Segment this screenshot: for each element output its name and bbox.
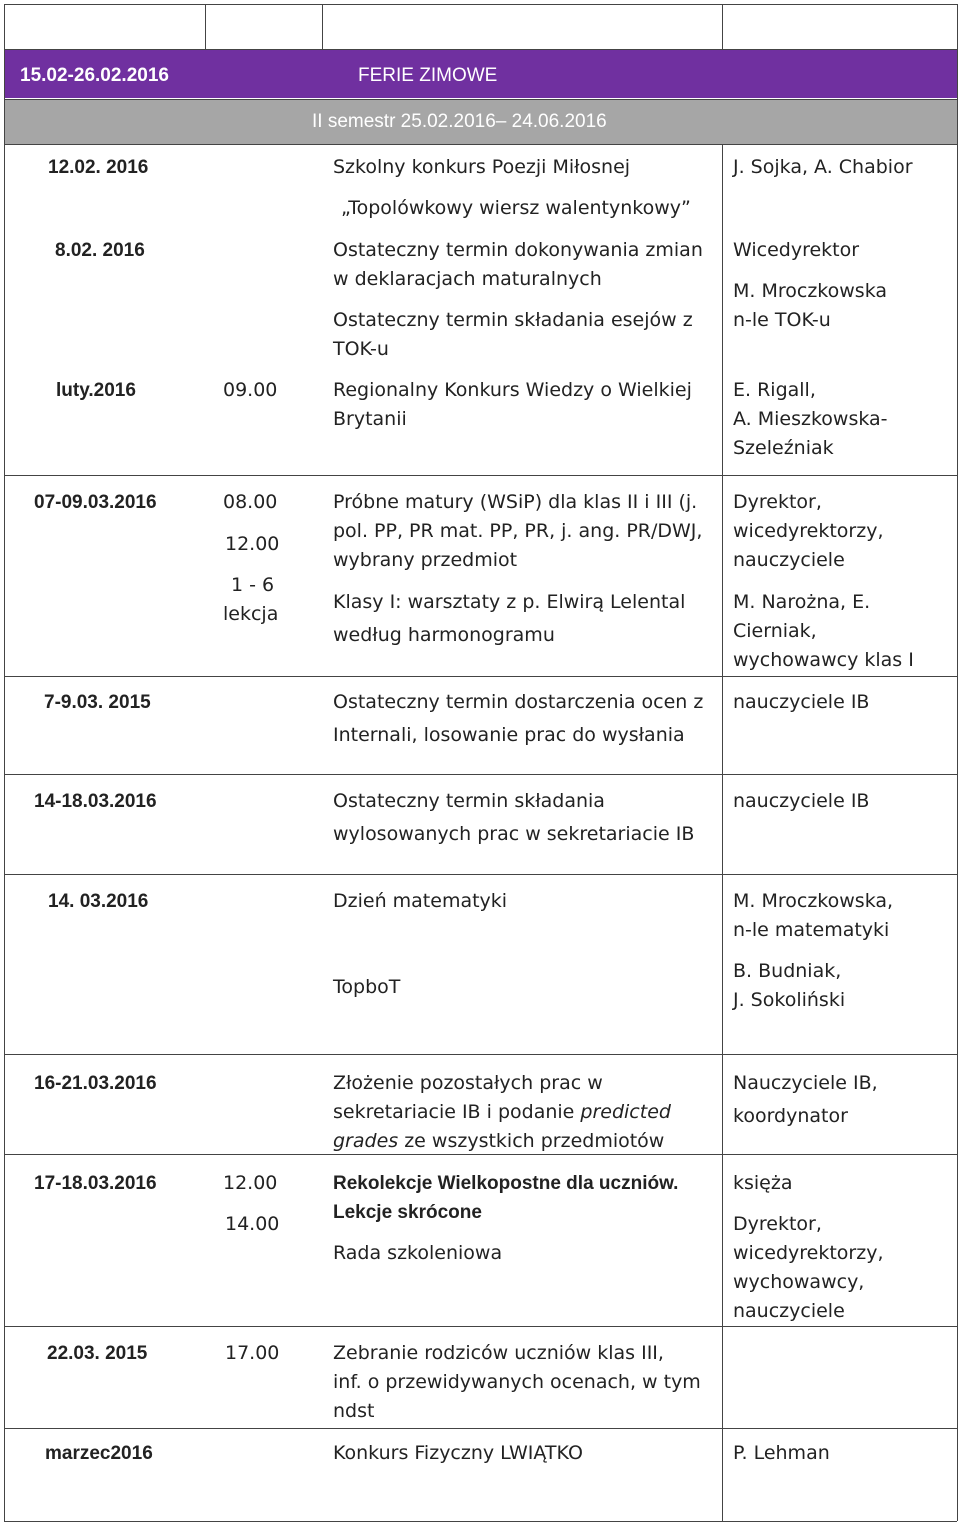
row-date: luty.2016	[56, 380, 136, 401]
row-person: n-le matematyki	[733, 919, 890, 941]
row-person: A. Mieszkowska-	[733, 408, 888, 430]
row-event: Klasy I: warsztaty z p. Elwirą Lelental	[333, 591, 686, 613]
row-person: wychowawcy klas I	[733, 649, 914, 671]
row-event: według harmonogramu	[333, 624, 555, 646]
row-event: ndst	[333, 1400, 375, 1422]
row-person: Szeleźniak	[733, 437, 834, 459]
row-date: 07-09.03.2016	[34, 492, 157, 513]
row-event: Rada szkoleniowa	[333, 1242, 503, 1264]
row-event: „Topolówkowy wiersz walentynkowy”	[341, 197, 691, 219]
row-event: Szkolny konkurs Poezji Miłosnej	[333, 156, 631, 178]
row-time: 17.00	[225, 1342, 280, 1364]
row-person: nauczyciele	[733, 549, 845, 571]
grid-line	[322, 4, 323, 49]
row-date: 14-18.03.2016	[34, 791, 157, 812]
grid-line	[4, 874, 957, 875]
row-event: Rekolekcje Wielkopostne dla uczniów.	[333, 1173, 679, 1194]
row-time: 08.00	[223, 491, 278, 513]
row-event: w deklaracjach maturalnych	[333, 268, 602, 290]
grid-line	[4, 4, 957, 5]
row-time: 12.00	[223, 1172, 278, 1194]
row-event: Regionalny Konkurs Wiedzy o Wielkiej	[333, 379, 692, 401]
row-person: Cierniak,	[733, 620, 817, 642]
grid-line	[4, 676, 957, 677]
grid-line	[4, 4, 5, 1521]
row-person: wicedyrektorzy,	[733, 520, 884, 542]
row-event: pol. PP, PR mat. PP, PR, j. ang. PR/DWJ,	[333, 520, 703, 542]
row-time: 14.00	[225, 1213, 280, 1235]
row-person: B. Budniak,	[733, 960, 842, 982]
row-time: 1 - 6	[231, 574, 275, 596]
row-person: wicedyrektorzy,	[733, 1242, 884, 1264]
row-person: P. Lehman	[733, 1442, 830, 1464]
grid-line	[4, 774, 957, 775]
row-person: Nauczyciele IB,	[733, 1072, 878, 1094]
row-event-text: predicted	[580, 1101, 671, 1123]
grid-line	[4, 475, 957, 476]
row-event: Brytanii	[333, 408, 407, 430]
row-event: Ostateczny termin dokonywania zmian	[333, 239, 703, 261]
semester-title: II semestr 25.02.2016– 24.06.2016	[312, 111, 607, 132]
grid-line	[4, 1054, 957, 1055]
row-time: lekcja	[223, 603, 279, 625]
grid-line	[4, 1326, 957, 1327]
grid-line	[957, 4, 958, 1521]
row-event: Zebranie rodziców uczniów klas III,	[333, 1342, 664, 1364]
row-person: J. Sokoliński	[733, 989, 846, 1011]
row-event	[333, 1127, 664, 1156]
row-event: Ostateczny termin składania esejów z	[333, 309, 693, 331]
ferie-title: FERIE ZIMOWE	[358, 65, 498, 86]
row-person: Wicedyrektor	[733, 239, 860, 261]
row-person: M. Mroczkowska,	[733, 890, 894, 912]
grid-line	[4, 1428, 957, 1429]
row-event: TOK-u	[333, 338, 389, 360]
row-time: 12.00	[225, 533, 280, 555]
row-date: 8.02. 2016	[55, 240, 145, 261]
grid-line	[4, 49, 957, 50]
row-event: Dzień matematyki	[333, 890, 508, 912]
row-person: J. Sojka, A. Chabior	[733, 156, 913, 178]
row-event: wylosowanych prac w sekretariacie IB	[333, 823, 695, 845]
row-event: Próbne matury (WSiP) dla klas II i III (j.	[333, 491, 698, 513]
grid-line	[722, 144, 723, 1521]
row-event: TopboT	[333, 976, 401, 998]
row-person: nauczyciele	[733, 1300, 845, 1322]
row-event-text: sekretariacie IB i podanie	[333, 1101, 581, 1123]
row-event: wybrany przedmiot	[333, 549, 518, 571]
row-person: M. Mroczkowska	[733, 280, 888, 302]
row-event	[333, 1098, 671, 1127]
row-date: 7-9.03. 2015	[44, 692, 151, 713]
grid-line	[4, 144, 957, 145]
row-event: Lekcje skrócone	[333, 1202, 482, 1223]
row-event: Złożenie pozostałych prac w	[333, 1072, 603, 1094]
row-person: nauczyciele IB	[733, 790, 870, 812]
row-event: Konkurs Fizyczny LWIĄTKO	[333, 1442, 583, 1464]
row-person: księża	[733, 1172, 793, 1194]
row-event-text: grades	[333, 1130, 399, 1152]
row-date: marzec2016	[45, 1443, 153, 1464]
grid-line	[205, 4, 206, 49]
row-date: 14. 03.2016	[48, 891, 149, 912]
ferie-date: 15.02-26.02.2016	[20, 65, 169, 86]
row-person: Dyrektor,	[733, 491, 822, 513]
row-date: 16-21.03.2016	[34, 1073, 157, 1094]
row-person: nauczyciele IB	[733, 691, 870, 713]
grid-line	[722, 4, 723, 49]
row-person: M. Narożna, E.	[733, 591, 871, 613]
row-person: wychowawcy,	[733, 1271, 865, 1293]
grid-line	[4, 99, 957, 100]
row-person: n-le TOK-u	[733, 309, 831, 331]
row-date: 12.02. 2016	[48, 157, 149, 178]
row-date: 22.03. 2015	[47, 1343, 148, 1364]
row-person: koordynator	[733, 1105, 848, 1127]
row-person: Dyrektor,	[733, 1213, 822, 1235]
row-person: E. Rigall,	[733, 379, 816, 401]
row-event: Ostateczny termin dostarczenia ocen z	[333, 691, 704, 713]
row-event: Ostateczny termin składania	[333, 790, 605, 812]
row-time: 09.00	[223, 379, 278, 401]
row-event: inf. o przewidywanych ocenach, w tym	[333, 1371, 701, 1393]
row-date: 17-18.03.2016	[34, 1173, 157, 1194]
row-event-text: ze wszystkich przedmiotów	[398, 1130, 665, 1152]
row-event: Internali, losowanie prac do wysłania	[333, 724, 685, 746]
grid-line	[4, 1521, 957, 1522]
